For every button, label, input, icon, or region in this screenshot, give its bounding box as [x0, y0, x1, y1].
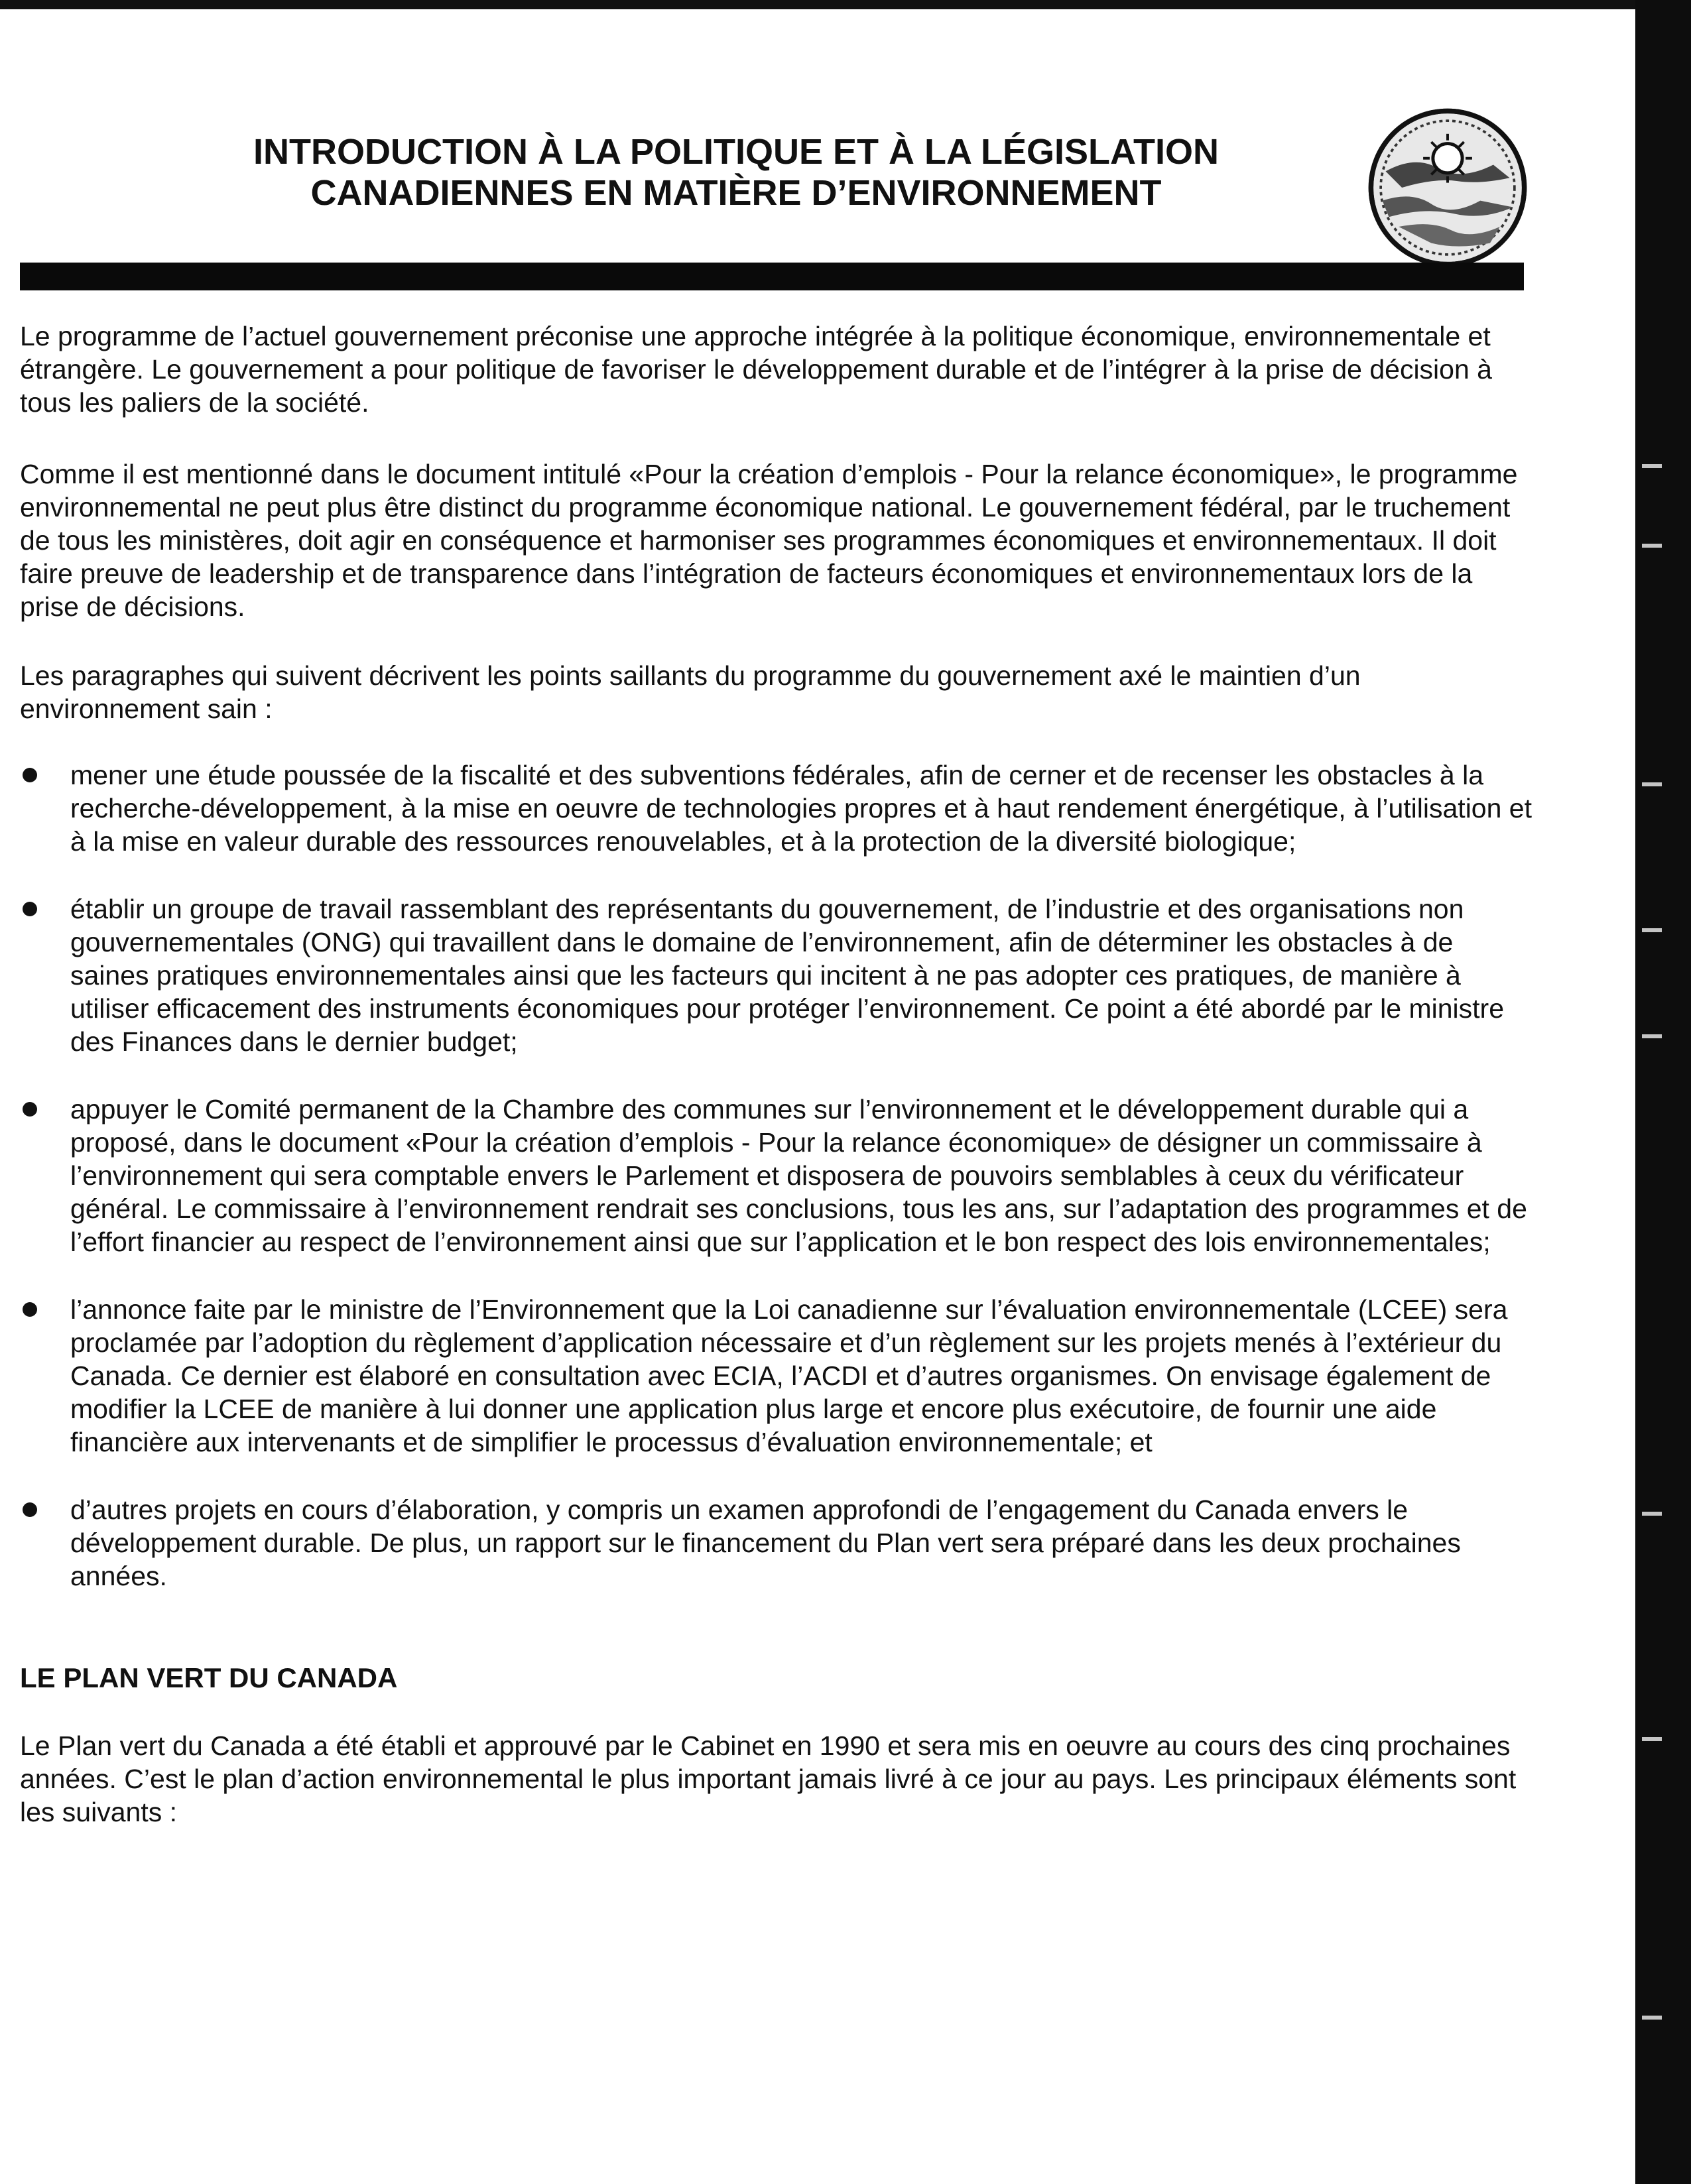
- list-item-text: mener une étude poussée de la fiscalité et des subventions fédérales, afin de cerner et de recenser les obstacles à la recherche-développement, à la mise en oeuvre de technologies propres et à haut rendement énergétique, à l’utilisation et à la mise en valeur durable des ressources renouvelables, et à la protection de la diversité biologique;: [70, 760, 1532, 857]
- list-item: [20, 1093, 1538, 1258]
- list-item-text: l’annonce faite par le ministre de l’Environnement que la Loi canadienne sur l’évaluation environnementale (LCEE) sera proclamée par l’adoption du règlement d’application nécessaire et d’un règlement sur les projets menés à l’extérieur du Canada. Ce dernier est élaboré en consultation avec ECIA, l’ACDI et d’autres organismes. On envisage également de modifier la LCEE de manière à lui donner une application plus large et encore plus exécutoire, de fournir une aide financière aux intervenants et de simplifier le processus d’évaluation environnementale; et: [70, 1294, 1508, 1457]
- list-item-text: d’autres projets en cours d’élaboration, y compris un examen approfondi de l’engagement du Canada envers le développement durable. De plus, un rapport sur le financement du Plan vert sera préparé dans les deux prochaines années.: [70, 1494, 1461, 1591]
- list-item: [20, 892, 1538, 1058]
- title-line-2: CANADIENNES EN MATIÈRE D’ENVIRONNEMENT: [310, 173, 1162, 213]
- document-title: [99, 131, 1373, 213]
- list-item: [20, 1293, 1538, 1459]
- title-divider-bar: [20, 263, 1524, 290]
- bullet-list: [20, 758, 1538, 1593]
- list-item: [20, 1493, 1538, 1593]
- scan-right-edge: [1635, 0, 1691, 2184]
- bullet-icon: [23, 1102, 37, 1117]
- document-body: [20, 320, 1538, 1829]
- title-line-1: INTRODUCTION À LA POLITIQUE ET À LA LÉGISLATION: [253, 132, 1219, 172]
- emblem-seal-icon: [1366, 106, 1529, 269]
- list-item-text: appuyer le Comité permanent de la Chambre des communes sur l’environnement et le développement durable qui a proposé, dans le document «Pour la création d’emplois - Pour la relance économique» de désigner un commissaire à l’environnement qui sera comptable envers le Parlement et disposera de pouvoirs semblables à ceux du vérificateur général. Le commissaire à l’environnement rendrait ses conclusions, tous les ans, sur l’adaptation des programmes et de l’effort financier au respect de l’environnement ainsi que sur l’application et le bon respect des lois environnementales;: [70, 1094, 1527, 1257]
- section-heading: LE PLAN VERT DU CANADA: [20, 1662, 398, 1693]
- bullets-intro-paragraph: Les paragraphes qui suivent décrivent les points saillants du programme du gouvernement axé le maintien d’un environnement sain :: [20, 660, 1361, 724]
- list-item-text: établir un groupe de travail rassemblant des représentants du gouvernement, de l’industrie et des organisations non gouvernementales (ONG) qui travaillent dans le domaine de l’environnement, afin de déterminer les obstacles à de saines pratiques environnementales ainsi que les facteurs qui incitent à ne pas adopter ces pratiques, de manière à utiliser efficacement des instruments économiques pour protéger l’environnement. Ce point a été abordé par le ministre des Finances dans le dernier budget;: [70, 894, 1505, 1057]
- closing-paragraph: Le Plan vert du Canada a été établi et approuvé par le Cabinet en 1990 et sera mis en oeuvre au cours des cinq prochaines années. C’est le plan d’action environnemental le plus important jamais livré à ce jour au pays. Les principaux éléments sont les suivants :: [20, 1730, 1517, 1827]
- bullet-icon: [23, 1302, 37, 1317]
- bullet-icon: [23, 902, 37, 916]
- bullet-icon: [23, 1502, 37, 1517]
- context-paragraph: Comme il est mentionné dans le document intitulé «Pour la création d’emplois - Pour la relance économique», le programme environnemental ne peut plus être distinct du programme économique national. Le gouvernement fédéral, par le truchement de tous les ministères, doit agir en conséquence et harmoniser ses programmes économiques et environnementaux. Il doit faire preuve de leadership et de transparence dans l’intégration de facteurs économiques et environnementaux lors de la prise de décisions.: [20, 459, 1518, 622]
- intro-paragraph: Le programme de l’actuel gouvernement préconise une approche intégrée à la politique économique, environnementale et étrangère. Le gouvernement a pour politique de favoriser le développement durable et de l’intégrer à la prise de décision à tous les paliers de la société.: [20, 321, 1492, 418]
- bullet-icon: [23, 768, 37, 782]
- list-item: [20, 758, 1538, 858]
